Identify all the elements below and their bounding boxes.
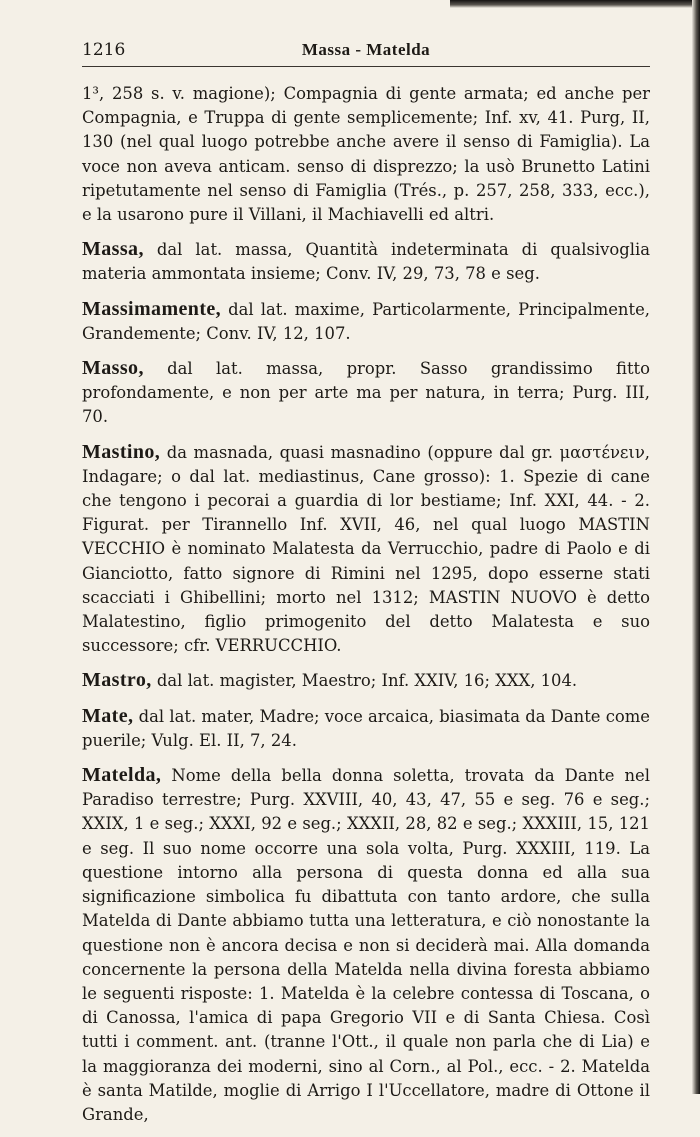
headword: Mastino, <box>82 440 161 463</box>
entry-continuation <box>82 82 650 227</box>
entry-massa <box>82 237 650 286</box>
entry-text: dal lat. massa, propr. Sasso grandissimo fitto profondamente, e non per arte ma per natura, in terra; Purg. III, 70. <box>82 359 650 427</box>
entry-text: dal lat. magister, Maestro; Inf. XXIV, 16; XXX, 104. <box>151 671 578 691</box>
running-head: Massa - Matelda <box>301 40 431 59</box>
entry-text: Nome della bella donna soletta, trovata da Dante nel Paradiso terrestre; Purg. XXVIII, 40, 43, 47, 55 e seg. 76 e seg.; XXIX, 1 e seg.; XXXI, 92 e seg.; XXXII, 28, 82 e seg.; XXXIII, 15, 121 e seg. Il suo nome occorre una sola volta, Purg. XXXIII, 119. La questione intorno alla persona di questa donna ed alla sua significazione simbolica fu dibattuta con tanto ardore, che sulla Matelda di Dante abbiamo tutta una letteratura, e ciò nonostante la questione non è ancora decisa e non si deciderà mai. Alla domanda concernente la persona della Matelda nella divina foresta abbiamo le seguenti risposte: 1. Matelda è la celebre contessa di Toscana, o di Canossa, l'amica di papa Gregorio VII e di Santa Chiesa. Così tutti i comment. ant. (tranne l'Ott., il quale non parla che di Lia) e la maggioranza dei moderni, sino al Corn., al Pol., ecc. - 2. Matelda è santa Matilde, moglie di Arrigo I l'Uccellatore, madre di Ottone il Grande, <box>82 766 650 1124</box>
headword: Matelda, <box>82 764 162 787</box>
headword: Mastro, <box>82 669 152 692</box>
entry-mastino <box>82 440 650 659</box>
headword: Mate, <box>82 704 134 727</box>
dictionary-page <box>82 34 650 1137</box>
headword: Massimamente, <box>82 297 222 320</box>
page-edge-right <box>692 0 700 1094</box>
page-number: 1216 <box>82 40 126 60</box>
entry-massimamente <box>82 297 650 346</box>
entry-matelda <box>82 763 650 1127</box>
entry-text: dal lat. maxime, Particolarmente, Principalmente, Grandemente; Conv. IV, 12, 107. <box>82 299 650 343</box>
headword: Masso, <box>82 357 144 380</box>
headword: Massa, <box>82 238 144 261</box>
entry-text: dal lat. mater, Madre; voce arcaica, biasimata da Dante come puerile; Vulg. El. II, 7, 24. <box>82 706 650 750</box>
entry-masso <box>82 356 650 430</box>
entry-text: 1³, 258 s. v. magione); Compagnia di gente armata; ed anche per Compagnia, e Truppa di gente semplicemente; Inf. xv, 41. Purg, II, 130 (nel qual luogo potrebbe anche avere il senso di Famiglia). La voce non aveva anticam. senso di disprezzo; la usò Brunetto Latini ripetutamente nel senso di Famiglia (Trés., p. 257, 258, 333, ecc.), e la usarono pure il Villani, il Machiavelli ed altri. <box>82 84 650 225</box>
entry-mate <box>82 704 650 753</box>
page-edge-top <box>450 0 700 8</box>
entry-text: dal lat. massa, Quantità indeterminata di qualsivoglia materia ammontata insieme; Conv. IV, 29, 73, 78 e seg. <box>82 240 650 284</box>
entry-text: da masnada, quasi masnadino (oppure dal gr. μαστένειν, Indagare; o dal lat. mediastinus, Cane grosso): 1. Spezie di cane che tengono i pecorai a guardia di lor bestiame; Inf. XXI, 44. - 2. Figurat. per Tirannello Inf. XVII, 46, nel qual luogo MASTIN VECCHIO è nominato Malatesta da Verrucchio, padre di Paolo e di Gianciotto, fatto signore di Rimini nel 1295, dopo esserne stati scacciati i Ghibellini; morto nel 1312; MASTIN NUOVO è detto Malatestino, figlio primogenito del detto Malatesta e suo successore; cfr. VERRUCCHIO. <box>82 442 650 656</box>
page-header <box>82 34 650 67</box>
entry-mastro <box>82 668 650 693</box>
